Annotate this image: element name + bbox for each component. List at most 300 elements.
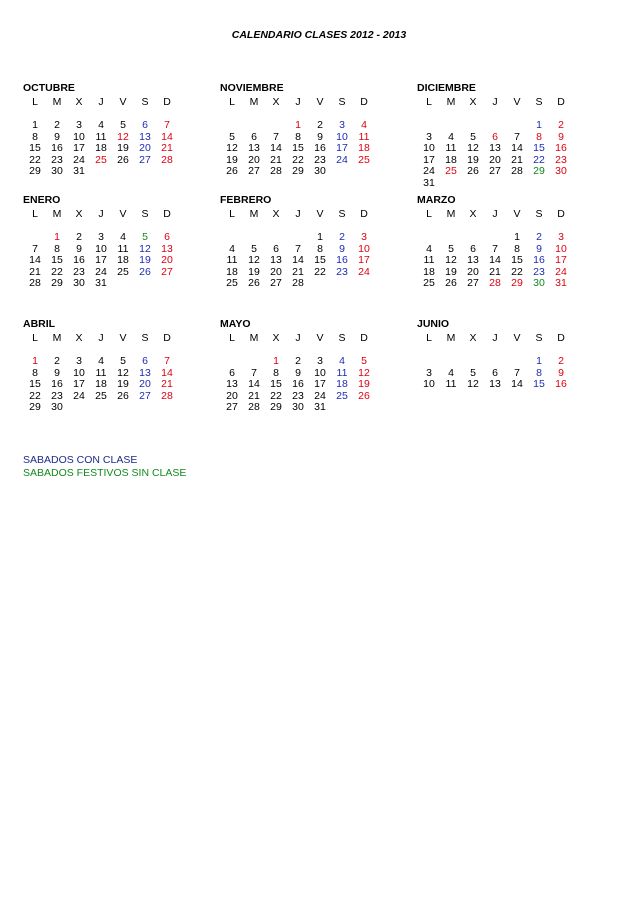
day-cell: 23	[336, 265, 348, 278]
day-cell: 9	[536, 242, 542, 255]
day-cell: 18	[445, 153, 457, 166]
day-cell: 28	[29, 277, 41, 289]
day-cell: 11	[358, 130, 370, 143]
day-cell: 17	[555, 254, 567, 266]
weekday-header: D	[360, 208, 368, 220]
day-cell: 14	[29, 254, 41, 266]
day-cell: 24	[555, 265, 567, 278]
weekday-header: M	[52, 332, 62, 344]
day-cell: 24	[95, 265, 107, 278]
day-cell: 23	[292, 389, 304, 402]
weekday-header: J	[492, 96, 498, 108]
day-cell: 13	[161, 242, 173, 255]
day-cell: 30	[555, 165, 567, 177]
day-cell: 28	[292, 277, 304, 289]
day-cell: 17	[314, 378, 326, 390]
weekday-header: X	[469, 208, 477, 220]
day-cell: 18	[336, 378, 348, 390]
weekday-header: D	[360, 96, 368, 108]
day-cell: 10	[73, 130, 85, 143]
weekday-header: S	[141, 208, 149, 220]
day-cell: 4	[120, 231, 126, 243]
weekday-header: L	[426, 96, 432, 108]
day-cell: 22	[511, 265, 523, 278]
day-cell: 25	[423, 277, 435, 289]
month-name: OCTUBRE	[23, 82, 75, 94]
day-cell: 12	[445, 254, 457, 266]
day-cell: 4	[339, 355, 345, 367]
weekday-header: D	[557, 332, 565, 344]
day-cell: 13	[270, 254, 282, 266]
day-cell: 16	[292, 378, 304, 390]
day-cell: 1	[273, 355, 279, 367]
day-cell: 4	[98, 119, 104, 131]
weekday-header: D	[163, 96, 171, 108]
weekday-header: D	[163, 332, 171, 344]
weekday-header: L	[32, 96, 38, 108]
legend-item: SABADOS CON CLASE	[23, 454, 138, 466]
day-cell: 21	[292, 265, 304, 278]
day-cell: 19	[467, 153, 479, 166]
day-cell: 9	[295, 366, 301, 379]
day-cell: 11	[95, 366, 107, 379]
day-cell: 22	[533, 153, 545, 166]
day-cell: 23	[51, 153, 63, 166]
day-cell: 16	[314, 142, 326, 154]
day-cell: 18	[358, 142, 370, 154]
day-cell: 8	[536, 130, 542, 143]
day-cell: 20	[161, 254, 173, 266]
day-cell: 7	[295, 242, 301, 255]
weekday-header: V	[316, 332, 324, 344]
day-cell: 3	[558, 231, 564, 243]
day-cell: 23	[51, 389, 63, 402]
weekday-header: D	[163, 208, 171, 220]
weekday-header: M	[52, 96, 62, 108]
day-cell: 28	[161, 153, 173, 166]
weekday-header: J	[98, 332, 104, 344]
day-cell: 15	[29, 378, 41, 390]
day-cell: 2	[339, 231, 345, 243]
day-cell: 3	[317, 355, 323, 367]
day-cell: 24	[73, 153, 85, 166]
day-cell: 16	[51, 142, 63, 154]
day-cell: 31	[314, 401, 326, 413]
day-cell: 30	[73, 277, 85, 289]
day-cell: 20	[226, 389, 238, 402]
day-cell: 21	[29, 265, 41, 278]
day-cell: 27	[467, 277, 479, 289]
day-cell: 15	[292, 142, 304, 154]
day-cell: 25	[117, 265, 129, 278]
weekday-header: M	[446, 96, 456, 108]
weekday-header: M	[446, 208, 456, 220]
day-cell: 26	[226, 165, 238, 177]
day-cell: 15	[533, 142, 545, 154]
day-cell: 6	[470, 242, 476, 255]
day-cell: 30	[533, 277, 545, 289]
day-cell: 1	[295, 119, 301, 131]
day-cell: 19	[139, 254, 151, 266]
day-cell: 7	[251, 366, 257, 379]
day-cell: 2	[558, 355, 564, 367]
day-cell: 2	[76, 231, 82, 243]
day-cell: 6	[251, 130, 257, 143]
day-cell: 20	[139, 378, 151, 390]
day-cell: 8	[317, 242, 323, 255]
day-cell: 19	[248, 265, 260, 278]
day-cell: 7	[164, 355, 170, 367]
day-cell: 29	[29, 165, 41, 177]
day-cell: 19	[117, 378, 129, 390]
day-cell: 7	[514, 366, 520, 379]
weekday-header: J	[295, 96, 301, 108]
month-name: MARZO	[417, 194, 456, 206]
weekday-header: S	[141, 96, 149, 108]
day-cell: 5	[448, 242, 454, 255]
day-cell: 22	[29, 153, 41, 166]
day-cell: 16	[555, 142, 567, 154]
weekday-header: D	[557, 96, 565, 108]
day-cell: 30	[314, 165, 326, 177]
day-cell: 24	[336, 153, 348, 166]
day-cell: 24	[314, 389, 326, 402]
day-cell: 13	[489, 378, 501, 390]
weekday-header: V	[513, 332, 521, 344]
day-cell: 14	[161, 130, 173, 143]
day-cell: 2	[558, 119, 564, 131]
day-cell: 13	[248, 142, 260, 154]
day-cell: 29	[511, 277, 523, 289]
weekday-header: S	[535, 332, 543, 344]
weekday-header: V	[513, 208, 521, 220]
weekday-header: S	[338, 332, 346, 344]
day-cell: 7	[164, 119, 170, 131]
day-cell: 10	[73, 366, 85, 379]
month-name: MAYO	[220, 318, 251, 330]
day-cell: 1	[536, 355, 542, 367]
weekday-header: M	[249, 208, 259, 220]
day-cell: 6	[273, 242, 279, 255]
day-cell: 5	[120, 355, 126, 367]
day-cell: 27	[139, 153, 151, 166]
weekday-header: X	[272, 332, 280, 344]
weekday-header: J	[295, 208, 301, 220]
weekday-header: X	[272, 208, 280, 220]
day-cell: 3	[76, 355, 82, 367]
day-cell: 9	[558, 130, 564, 143]
day-cell: 7	[273, 130, 279, 143]
day-cell: 7	[32, 242, 38, 255]
day-cell: 17	[95, 254, 107, 266]
weekday-header: L	[32, 208, 38, 220]
day-cell: 2	[317, 119, 323, 131]
weekday-header: X	[75, 208, 83, 220]
day-cell: 4	[426, 242, 432, 255]
weekday-header: J	[492, 208, 498, 220]
day-cell: 6	[164, 231, 170, 243]
day-cell: 24	[73, 389, 85, 402]
day-cell: 5	[470, 130, 476, 143]
weekday-header: X	[75, 332, 83, 344]
day-cell: 26	[117, 389, 129, 402]
day-cell: 7	[514, 130, 520, 143]
weekday-header: V	[316, 208, 324, 220]
day-cell: 20	[467, 265, 479, 278]
weekday-header: S	[141, 332, 149, 344]
weekday-header: V	[119, 208, 127, 220]
day-cell: 24	[358, 265, 370, 278]
day-cell: 11	[95, 130, 107, 143]
day-cell: 15	[533, 378, 545, 390]
day-cell: 12	[358, 366, 370, 379]
day-cell: 27	[248, 165, 260, 177]
day-cell: 14	[270, 142, 282, 154]
day-cell: 14	[511, 142, 523, 154]
day-cell: 16	[73, 254, 85, 266]
day-cell: 6	[142, 119, 148, 131]
day-cell: 11	[423, 254, 435, 266]
weekday-header: M	[249, 332, 259, 344]
day-cell: 22	[51, 265, 63, 278]
month-name: DICIEMBRE	[417, 82, 476, 94]
day-cell: 3	[76, 119, 82, 131]
day-cell: 4	[229, 242, 235, 255]
day-cell: 29	[29, 401, 41, 413]
page-title: CALENDARIO CLASES 2012 - 2013	[231, 29, 407, 41]
day-cell: 21	[511, 153, 523, 166]
weekday-header: J	[492, 332, 498, 344]
day-cell: 25	[336, 389, 348, 402]
day-cell: 15	[511, 254, 523, 266]
day-cell: 16	[533, 254, 545, 266]
day-cell: 27	[270, 277, 282, 289]
day-cell: 19	[226, 153, 238, 166]
weekday-header: X	[272, 96, 280, 108]
day-cell: 12	[248, 254, 260, 266]
day-cell: 8	[514, 242, 520, 255]
day-cell: 15	[270, 378, 282, 390]
day-cell: 14	[161, 366, 173, 379]
day-cell: 20	[139, 142, 151, 154]
day-cell: 12	[467, 378, 479, 390]
day-cell: 17	[73, 142, 85, 154]
month-name: JUNIO	[417, 318, 450, 330]
day-cell: 15	[51, 254, 63, 266]
day-cell: 5	[120, 119, 126, 131]
day-cell: 2	[54, 355, 60, 367]
day-cell: 25	[445, 165, 457, 177]
day-cell: 27	[226, 401, 238, 413]
weekday-header: V	[119, 332, 127, 344]
month-name: FEBRERO	[220, 194, 272, 206]
weekday-header: L	[229, 96, 235, 108]
weekday-header: X	[469, 96, 477, 108]
day-cell: 8	[32, 130, 38, 143]
day-cell: 15	[314, 254, 326, 266]
weekday-header: J	[98, 208, 104, 220]
day-cell: 5	[251, 242, 257, 255]
day-cell: 24	[423, 165, 435, 177]
day-cell: 20	[489, 153, 501, 166]
weekday-header: L	[32, 332, 38, 344]
day-cell: 26	[139, 265, 151, 278]
day-cell: 12	[226, 142, 238, 154]
day-cell: 23	[73, 265, 85, 278]
day-cell: 14	[248, 378, 260, 390]
day-cell: 29	[51, 277, 63, 289]
day-cell: 10	[423, 142, 435, 154]
day-cell: 28	[511, 165, 523, 177]
day-cell: 27	[161, 265, 173, 278]
weekday-header: L	[426, 332, 432, 344]
weekday-header: D	[360, 332, 368, 344]
weekday-header: D	[557, 208, 565, 220]
day-cell: 9	[76, 242, 82, 255]
day-cell: 8	[295, 130, 301, 143]
day-cell: 9	[339, 242, 345, 255]
day-cell: 29	[270, 401, 282, 413]
day-cell: 4	[98, 355, 104, 367]
legend-item: SABADOS FESTIVOS SIN CLASE	[23, 467, 187, 479]
day-cell: 31	[95, 277, 107, 289]
day-cell: 2	[54, 119, 60, 131]
day-cell: 17	[423, 153, 435, 166]
day-cell: 7	[492, 242, 498, 255]
day-cell: 11	[445, 378, 457, 390]
day-cell: 12	[139, 242, 151, 255]
day-cell: 2	[295, 355, 301, 367]
day-cell: 31	[423, 176, 435, 189]
weekday-header: J	[295, 332, 301, 344]
day-cell: 21	[489, 265, 501, 278]
day-cell: 4	[448, 130, 454, 143]
day-cell: 11	[117, 242, 129, 255]
day-cell: 26	[358, 389, 370, 402]
day-cell: 23	[555, 153, 567, 166]
day-cell: 10	[358, 242, 370, 255]
day-cell: 10	[336, 130, 348, 143]
day-cell: 5	[470, 366, 476, 379]
day-cell: 29	[292, 165, 304, 177]
day-cell: 23	[314, 153, 326, 166]
day-cell: 16	[336, 254, 348, 266]
day-cell: 21	[270, 153, 282, 166]
day-cell: 28	[270, 165, 282, 177]
day-cell: 3	[98, 231, 104, 243]
day-cell: 14	[511, 378, 523, 390]
day-cell: 21	[248, 389, 260, 402]
weekday-header: V	[513, 96, 521, 108]
day-cell: 18	[95, 378, 107, 390]
day-cell: 18	[423, 265, 435, 278]
day-cell: 5	[229, 130, 235, 143]
day-cell: 12	[467, 142, 479, 154]
month-name: NOVIEMBRE	[220, 82, 284, 94]
day-cell: 9	[317, 130, 323, 143]
day-cell: 25	[226, 277, 238, 289]
day-cell: 20	[248, 153, 260, 166]
day-cell: 9	[54, 130, 60, 143]
day-cell: 18	[117, 254, 129, 266]
day-cell: 10	[95, 242, 107, 255]
weekday-header: M	[52, 208, 62, 220]
day-cell: 31	[555, 277, 567, 289]
weekday-header: S	[535, 96, 543, 108]
day-cell: 20	[270, 265, 282, 278]
day-cell: 18	[226, 265, 238, 278]
weekday-header: S	[338, 96, 346, 108]
weekday-header: L	[229, 208, 235, 220]
day-cell: 3	[426, 130, 432, 143]
day-cell: 11	[336, 366, 348, 379]
day-cell: 30	[292, 401, 304, 413]
day-cell: 14	[292, 254, 304, 266]
day-cell: 9	[558, 366, 564, 379]
day-cell: 10	[423, 378, 435, 390]
weekday-header: S	[535, 208, 543, 220]
day-cell: 10	[314, 366, 326, 379]
day-cell: 21	[161, 142, 173, 154]
day-cell: 26	[248, 277, 260, 289]
day-cell: 11	[226, 254, 238, 266]
weekday-header: M	[249, 96, 259, 108]
day-cell: 4	[361, 119, 367, 131]
weekday-header: X	[469, 332, 477, 344]
day-cell: 13	[139, 366, 151, 379]
day-cell: 30	[51, 165, 63, 177]
month-name: ABRIL	[23, 318, 56, 330]
day-cell: 15	[29, 142, 41, 154]
day-cell: 13	[139, 130, 151, 143]
month-name: ENERO	[23, 194, 61, 206]
weekday-header: L	[229, 332, 235, 344]
day-cell: 28	[489, 277, 501, 289]
day-cell: 16	[51, 378, 63, 390]
day-cell: 26	[445, 277, 457, 289]
day-cell: 13	[467, 254, 479, 266]
day-cell: 31	[73, 165, 85, 177]
day-cell: 1	[536, 119, 542, 131]
day-cell: 8	[536, 366, 542, 379]
day-cell: 13	[226, 378, 238, 390]
day-cell: 30	[51, 401, 63, 413]
day-cell: 18	[95, 142, 107, 154]
weekday-header: J	[98, 96, 104, 108]
day-cell: 19	[445, 265, 457, 278]
day-cell: 8	[32, 366, 38, 379]
day-cell: 23	[533, 265, 545, 278]
day-cell: 3	[339, 119, 345, 131]
day-cell: 27	[489, 165, 501, 177]
weekday-header: X	[75, 96, 83, 108]
day-cell: 22	[314, 265, 326, 278]
day-cell: 26	[117, 153, 129, 166]
day-cell: 17	[358, 254, 370, 266]
day-cell: 25	[95, 153, 107, 166]
day-cell: 26	[467, 165, 479, 177]
day-cell: 22	[270, 389, 282, 402]
day-cell: 6	[142, 355, 148, 367]
day-cell: 14	[489, 254, 501, 266]
day-cell: 1	[317, 231, 323, 243]
day-cell: 17	[336, 142, 348, 154]
day-cell: 3	[361, 231, 367, 243]
day-cell: 9	[54, 366, 60, 379]
day-cell: 3	[426, 366, 432, 379]
day-cell: 25	[358, 153, 370, 166]
day-cell: 28	[248, 401, 260, 413]
